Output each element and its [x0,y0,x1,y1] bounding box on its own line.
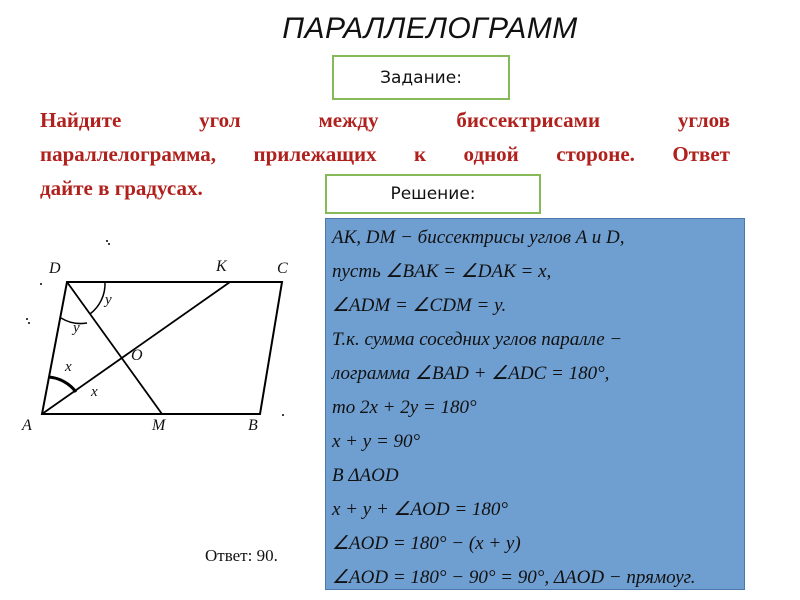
task-line: Найдите угол между биссектрисами углов [40,108,730,132]
solution-panel [325,218,745,590]
solution-line: ∠AOD = 180° − 90° = 90°, ΔAOD − прямоуг. [332,567,696,588]
solution-line: AK, DM − биссектрисы углов A и D, [332,227,625,248]
parallelogram-figure [0,0,320,460]
task-line: параллелограмма, прилежащих к одной стороне. Ответ [40,142,730,166]
solution-line: то 2x + 2y = 180° [332,397,477,418]
page-title: ПАРАЛЛЕЛОГРАММ [282,12,578,45]
angle-y-label: y [105,292,112,308]
angle-arc-a [49,377,76,392]
vertex-b-label: B [248,417,258,434]
angle-x-label: x [65,359,72,375]
solution-label: Решение: [390,184,476,204]
task-label: Задание: [380,67,462,88]
parallelogram-shape [42,282,282,414]
vertex-k-label: K [216,258,227,275]
solution-line: лограмма ∠BAD + ∠ADC = 180°, [332,363,610,384]
solution-line: Т.к. сумма соседних углов паралле − [332,329,623,350]
task-label-box [332,55,510,100]
vertex-o-label: O [131,347,143,364]
vertex-a-label: A [22,417,32,434]
answer-text: Ответ: 90. [205,546,278,565]
vertex-m-label: M [152,417,166,434]
solution-line: x + y + ∠AOD = 180° [332,499,509,520]
bisector-dm [67,282,162,414]
solution-line: пусть ∠BAK = ∠DAK = x, [332,261,552,282]
angle-y-label: y [73,320,80,336]
solution-label-box [325,174,541,214]
vertex-d-label: D [49,260,61,277]
solution-line: ∠ADM = ∠CDM = y. [332,295,507,316]
solution-line: x + y = 90° [332,431,421,452]
solution-line: В ΔAOD [332,465,399,486]
angle-x-label: x [91,384,98,400]
angle-arc-d1 [90,282,105,314]
task-line: дайте в градусах. [40,176,203,200]
solution-line: ∠AOD = 180° − (x + y) [332,533,521,554]
vertex-c-label: C [277,260,288,277]
